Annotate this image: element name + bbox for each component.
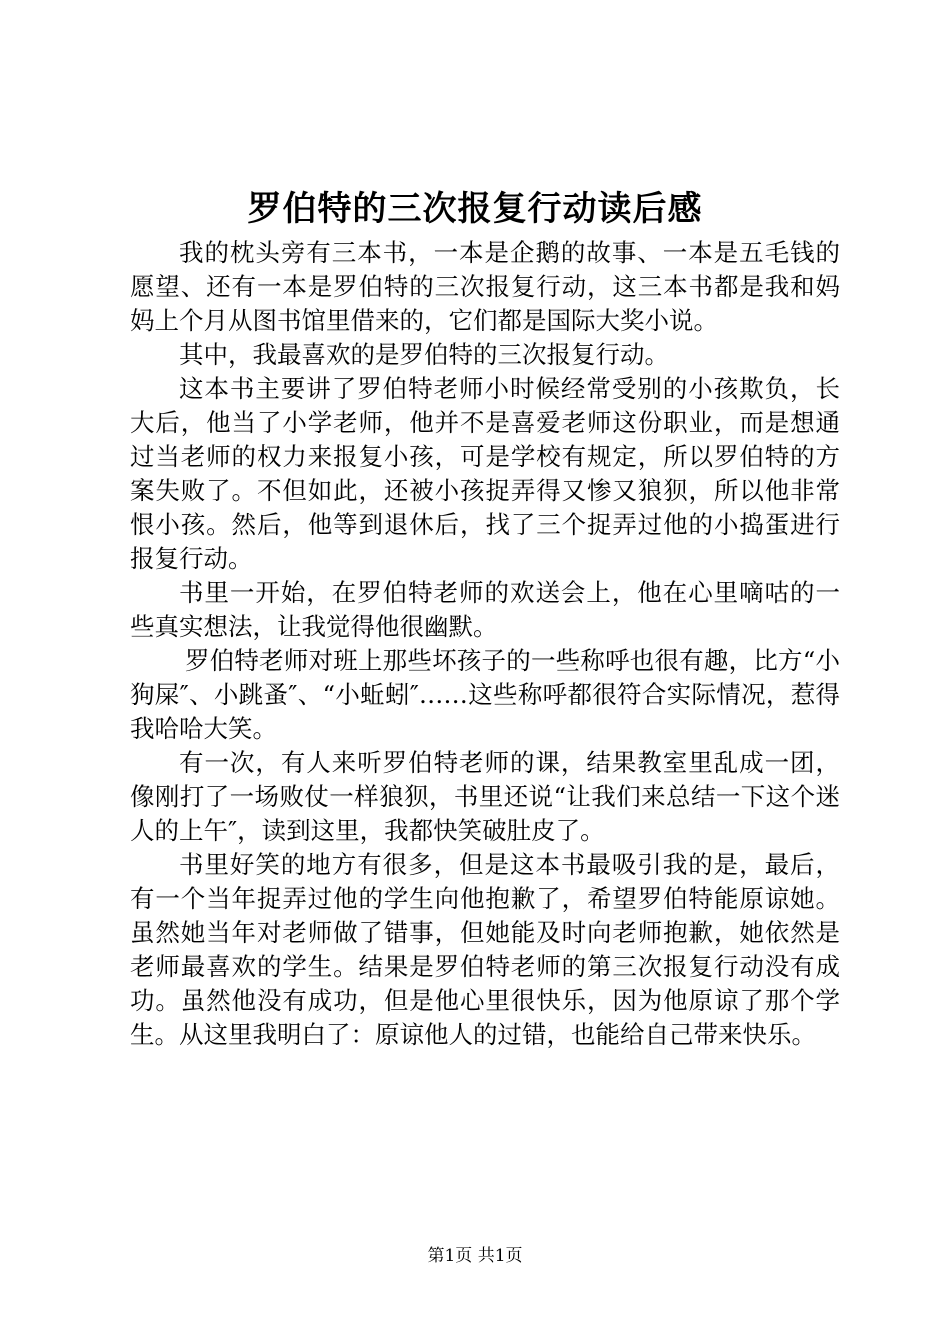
paragraph: 书里好笑的地方有很多，但是这本书最吸引我的是，最后，有一个当年捉弄过他的学生向他抱歉了，希望罗伯特能原谅她。虽然她当年对老师做了错事，但她能及时向老师抱歉，她依然是老师最喜欢的学生。结果是罗伯特老师的第三次报复行动没有成功。虽然他没有成功，但是他心里很快乐，因为他原谅了那个学生。从这里我明白了：原谅他人的过错，也能给自己带来快乐。 <box>130 850 840 1049</box>
page-footer: 第1页 共1页 <box>427 1246 523 1266</box>
paragraph: 我的枕头旁有三本书，一本是企鹅的故事、一本是五毛钱的愿望、还有一本是罗伯特的三次报复行动，这三本书都是我和妈妈上个月从图书馆里借来的，它们都是国际大奖小说。 <box>130 238 840 335</box>
paragraph: 有一次，有人来听罗伯特老师的课，结果教室里乱成一团，像刚打了一场败仗一样狼狈，书里还说“让我们来总结一下这个迷人的上午″，读到这里，我都快笑破肚皮了。 <box>130 748 840 845</box>
paragraph: 罗伯特老师对班上那些坏孩子的一些称呼也很有趣，比方“小狗屎″、小跳蚤″、“小蚯蚓″……这些称呼都很符合实际情况，惹得我哈哈大笑。 <box>130 646 840 743</box>
paragraph: 这本书主要讲了罗伯特老师小时候经常受别的小孩欺负，长大后，他当了小学老师，他并不是喜爱老师这份职业，而是想通过当老师的权力来报复小孩，可是学校有规定，所以罗伯特的方案失败了。不但如此，还被小孩捉弄得又惨又狼狈，所以他非常恨小孩。然后，他等到退休后，找了三个捉弄过他的小捣蛋进行报复行动。 <box>130 374 840 573</box>
document-body <box>130 236 840 1052</box>
paragraph: 书里一开始，在罗伯特老师的欢送会上，他在心里嘀咕的一些真实想法，让我觉得他很幽默。 <box>130 578 840 641</box>
paragraph: 其中，我最喜欢的是罗伯特的三次报复行动。 <box>179 340 669 369</box>
document-title: 罗伯特的三次报复行动读后感 <box>247 189 703 229</box>
